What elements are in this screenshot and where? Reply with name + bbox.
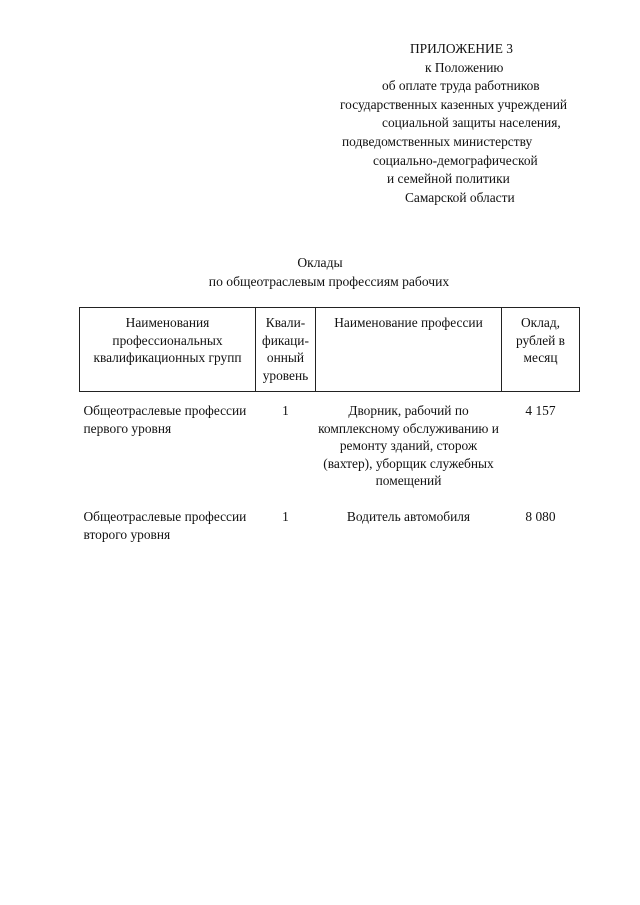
annex-line: об оплате труда работников xyxy=(382,78,540,94)
header-profession-name: Наименование профессии xyxy=(316,308,502,392)
cell-salary: 8 080 xyxy=(525,508,556,524)
cell-group: Общеотраслевые профессии первого уровня xyxy=(83,403,247,436)
title-line-1: Оклады xyxy=(297,255,343,270)
table-row xyxy=(80,392,580,502)
annex-line: социально-демографической xyxy=(373,152,538,168)
annex-line: государственных казенных учреждений xyxy=(340,96,568,112)
salary-table xyxy=(79,307,580,543)
table-row xyxy=(80,502,580,543)
annex-line: ПРИЛОЖЕНИЕ 3 xyxy=(410,41,513,56)
cell-profession: Дворник, рабочий по комплексному обслуживанию и ремонту зданий, сторож (вахтер), уборщик служебных помещений xyxy=(318,403,499,489)
annex-line: социальной защиты населения, xyxy=(382,115,561,131)
header-qualification-level: Квали-фикаци-онный уровень xyxy=(256,308,316,392)
document-title xyxy=(0,254,640,291)
table-header-row xyxy=(80,308,580,392)
annex-line: подведомственных министерству xyxy=(342,133,533,149)
cell-salary: 4 157 xyxy=(525,403,556,418)
annex-line: Самарской области xyxy=(405,189,515,205)
header-salary: Оклад, рублей в месяц xyxy=(502,308,580,392)
cell-level: 1 xyxy=(282,508,289,524)
cell-profession: Водитель автомобиля xyxy=(346,508,471,524)
cell-level: 1 xyxy=(282,403,289,418)
annex-line: и семейной политики xyxy=(387,171,510,187)
annex-block xyxy=(330,40,620,207)
header-group-name: Наименования профессиональных квалификационных групп xyxy=(80,308,256,392)
title-line-2: по общеотраслевым профессиям рабочих xyxy=(208,273,450,289)
annex-line: к Положению xyxy=(425,59,504,75)
cell-group: Общеотраслевые профессии второго уровня xyxy=(83,508,247,542)
